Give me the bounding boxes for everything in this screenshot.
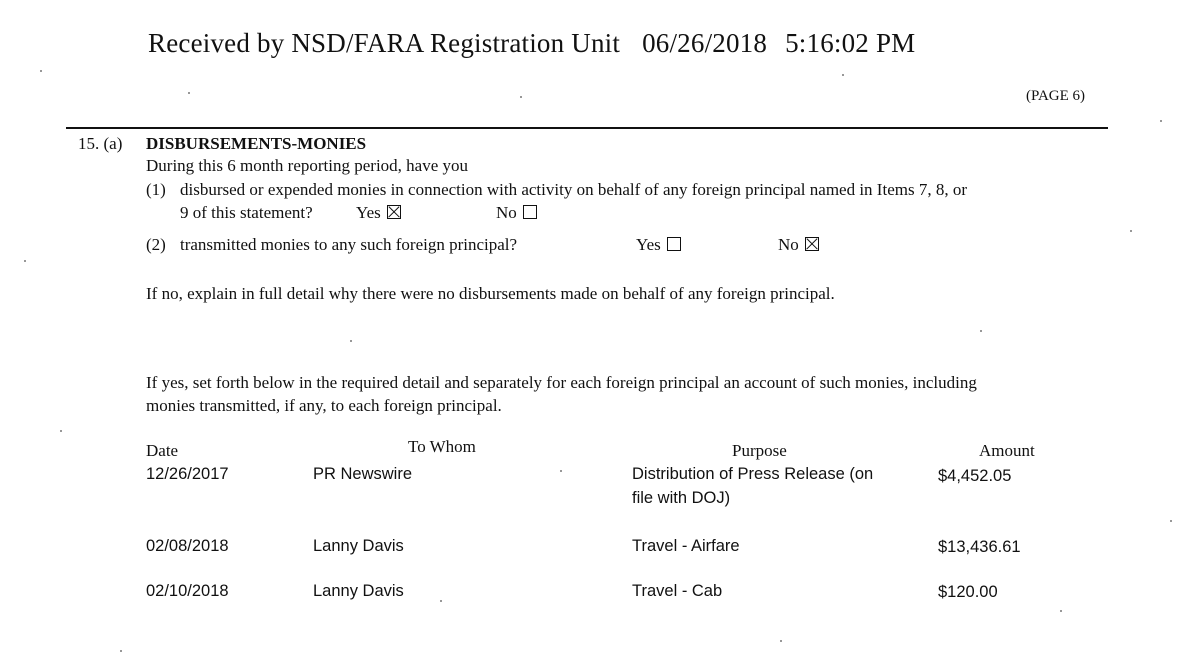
column-header-amount: Amount: [979, 441, 1035, 460]
row-purpose: Travel - Cab: [632, 582, 723, 600]
scan-speck: [120, 650, 122, 652]
q1-number: (1): [146, 180, 166, 199]
received-label: Received by NSD/FARA Registration Unit: [148, 28, 621, 58]
column-header-date: Date: [146, 441, 179, 460]
row-amount: $120.00: [938, 583, 998, 601]
q1-no-label: No: [496, 203, 517, 222]
scan-speck: [1130, 230, 1132, 232]
section-title: DISBURSEMENTS-MONIES: [146, 134, 367, 153]
scan-speck: [520, 96, 522, 98]
row-purpose: Travel - Airfare: [632, 537, 740, 555]
scan-speck: [350, 340, 352, 342]
scan-speck: [440, 600, 442, 602]
q2-no-option: [778, 235, 819, 255]
section-intro: During this 6 month reporting period, have you: [146, 156, 469, 175]
scan-speck: [188, 92, 190, 94]
page-number: (PAGE 6): [1026, 88, 1086, 104]
q1-no-option: [496, 203, 537, 223]
q2-yes-option: [636, 235, 681, 255]
scan-speck: [60, 430, 62, 432]
row-payee: Lanny Davis: [313, 582, 404, 600]
q1-yes-checkbox[interactable]: [387, 205, 401, 219]
row-date: 12/26/2017: [146, 465, 229, 483]
row-amount: $4,452.05: [938, 467, 1012, 485]
column-header-purpose: Purpose: [732, 441, 787, 460]
q2-yes-checkbox[interactable]: [667, 237, 681, 251]
scan-speck: [842, 74, 844, 76]
row-date: 02/10/2018: [146, 582, 229, 600]
section-divider: [66, 127, 1108, 129]
column-header-to-whom: To Whom: [408, 437, 476, 456]
row-amount: $13,436.61: [938, 538, 1021, 556]
received-stamp: [148, 28, 915, 59]
row-payee: PR Newswire: [313, 465, 413, 483]
if-yes-instruction-line2: monies transmitted, if any, to each foreign principal.: [146, 396, 502, 415]
scan-speck: [980, 330, 982, 332]
scan-speck: [560, 470, 562, 472]
if-yes-instruction-line1: If yes, set forth below in the required detail and separately for each foreign principal an account of such monies, including: [146, 373, 977, 392]
q2-yes-label: Yes: [636, 235, 661, 254]
scan-speck: [780, 640, 782, 642]
q1-text-continued: 9 of this statement?: [180, 203, 313, 222]
q2-no-checkbox[interactable]: [805, 237, 819, 251]
scan-speck: [1060, 610, 1062, 612]
q2-text: transmitted monies to any such foreign principal?: [180, 235, 518, 254]
section-number: 15. (a): [78, 134, 123, 153]
scan-speck: [40, 70, 42, 72]
received-date: 06/26/2018: [642, 28, 768, 58]
row-payee: Lanny Davis: [313, 537, 404, 555]
row-purpose-continued: file with DOJ): [632, 489, 731, 507]
q1-text: disbursed or expended monies in connection with activity on behalf of any foreign principal named in Items 7, 8, or: [180, 180, 967, 199]
row-purpose: Distribution of Press Release (on: [632, 465, 874, 483]
q1-no-checkbox[interactable]: [523, 205, 537, 219]
scan-speck: [24, 260, 26, 262]
scan-speck: [1170, 520, 1172, 522]
scan-speck: [1160, 120, 1162, 122]
q2-no-label: No: [778, 235, 799, 254]
if-no-instruction: If no, explain in full detail why there were no disbursements made on behalf of any foreign principal.: [146, 284, 835, 303]
row-date: 02/08/2018: [146, 537, 229, 555]
q1-yes-option: [356, 203, 401, 223]
q2-number: (2): [146, 235, 166, 254]
received-time: 5:16:02 PM: [785, 28, 916, 58]
q1-yes-label: Yes: [356, 203, 381, 222]
